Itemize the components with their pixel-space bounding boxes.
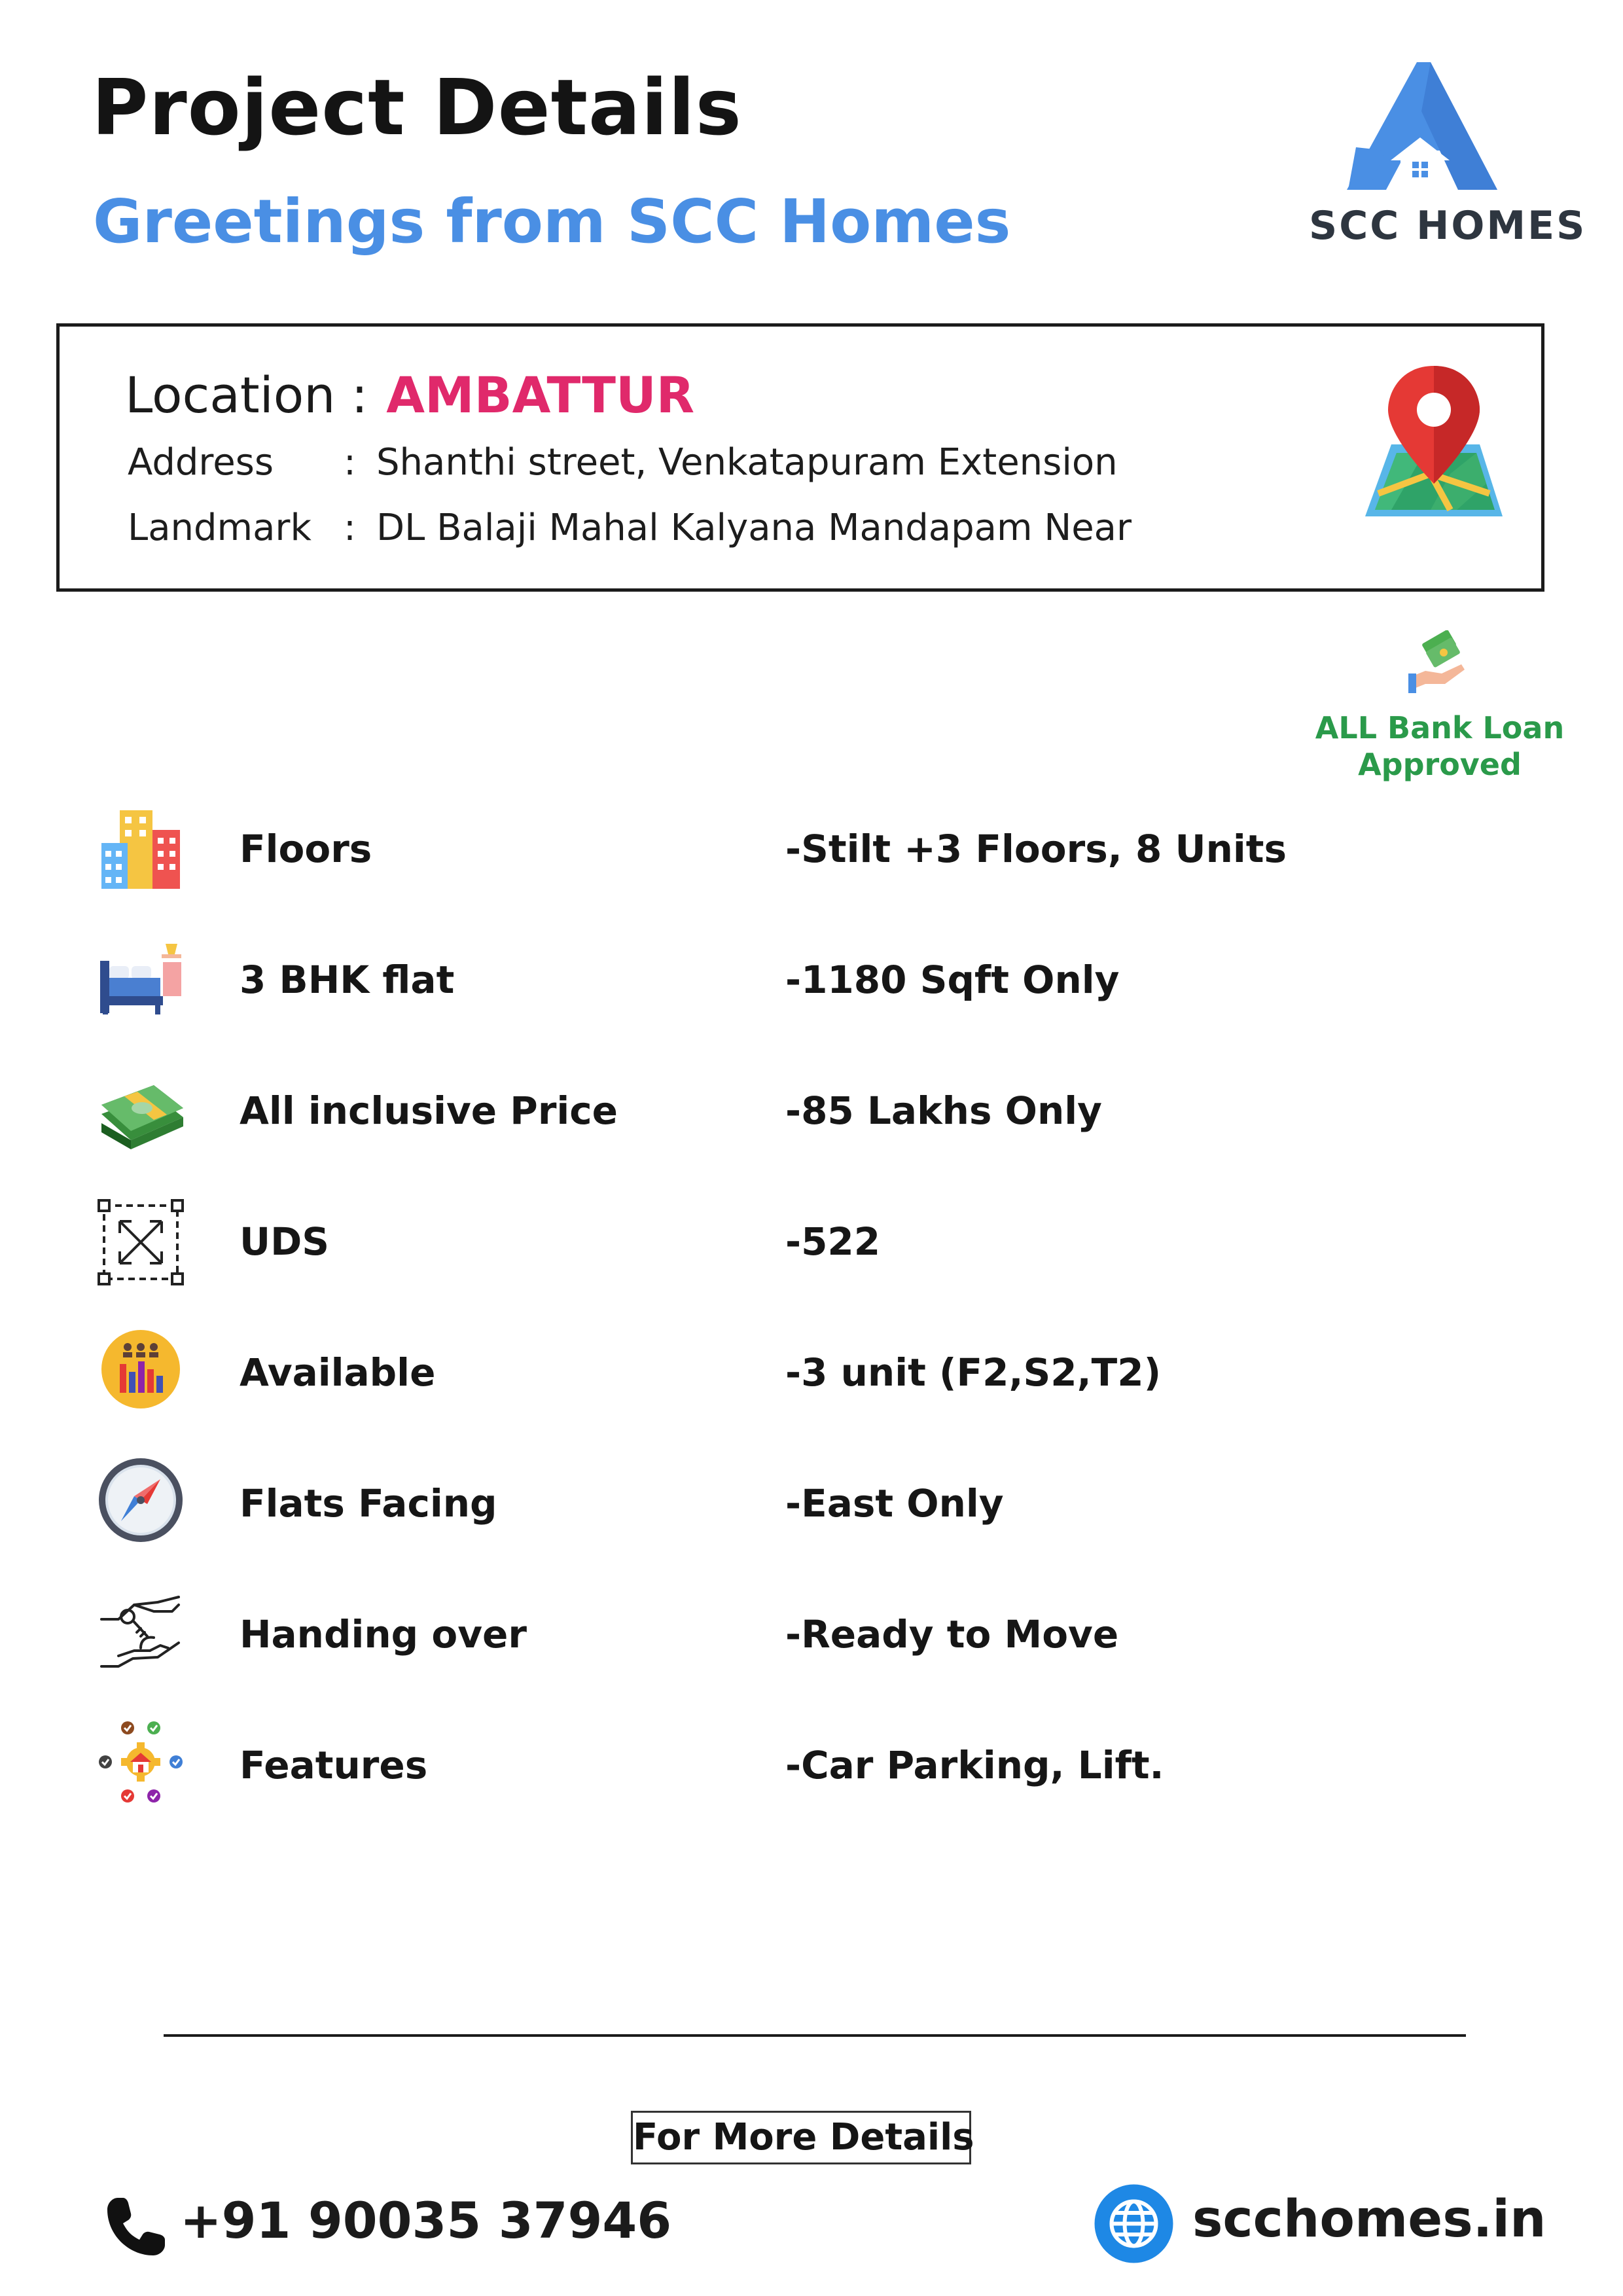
- detail-value-features: -Car Parking, Lift.: [785, 1743, 1164, 1787]
- phone-icon: [103, 2194, 169, 2259]
- bed-icon: [95, 935, 187, 1026]
- landmark-label: Landmark: [128, 507, 312, 549]
- location-label: Location :: [125, 366, 368, 424]
- greeting-text: Greetings from SCC Homes: [93, 187, 1011, 257]
- logo-text: SCC HOMES: [1309, 203, 1587, 249]
- phone-number[interactable]: +91 90035 37946: [180, 2191, 672, 2250]
- detail-label-3bhk: 3 BHK flat: [240, 958, 455, 1002]
- detail-value-facing: -East Only: [785, 1481, 1004, 1526]
- website-link[interactable]: scchomes.in: [1192, 2190, 1546, 2249]
- address-label: Address: [128, 441, 274, 484]
- detail-value-price: -85 Lakhs Only: [785, 1088, 1102, 1133]
- detail-value-floors: -Stilt +3 Floors, 8 Units: [785, 827, 1287, 871]
- location-value: AMBATTUR: [386, 366, 695, 424]
- address-separator: :: [344, 441, 356, 484]
- buildings-icon: [95, 804, 187, 895]
- bank-loan-icon: [1406, 630, 1471, 696]
- bank-loan-line1: ALL Bank Loan: [1315, 710, 1565, 745]
- house-logo-icon: [1309, 62, 1558, 200]
- address-value: Shanthi street, Venkatapuram Extension: [376, 441, 1118, 484]
- money-stack-icon: [95, 1066, 187, 1157]
- features-icon: [95, 1716, 187, 1808]
- location-heading: [125, 366, 694, 424]
- landmark-separator: :: [344, 507, 356, 549]
- detail-label-floors: Floors: [240, 827, 372, 871]
- detail-label-facing: Flats Facing: [240, 1481, 497, 1526]
- page-title: Project Details: [92, 62, 742, 152]
- bank-loan-badge: [1309, 709, 1571, 783]
- detail-value-handover: -Ready to Move: [785, 1612, 1119, 1657]
- detail-label-handover: Handing over: [240, 1612, 527, 1657]
- detail-label-uds: UDS: [240, 1219, 330, 1264]
- bank-loan-line2: Approved: [1358, 747, 1522, 782]
- compass-icon: [95, 1454, 187, 1546]
- address-row: [128, 441, 1118, 484]
- landmark-value: DL Balaji Mahal Kalyana Mandapam Near: [376, 507, 1132, 549]
- detail-value-3bhk: -1180 Sqft Only: [785, 958, 1120, 1002]
- location-panel: [56, 323, 1544, 592]
- map-pin-icon: [1352, 363, 1516, 526]
- detail-value-uds: -522: [785, 1219, 881, 1264]
- availability-chart-icon: [95, 1323, 187, 1415]
- detail-value-available: -3 unit (F2,S2,T2): [785, 1350, 1162, 1395]
- key-handover-icon: [95, 1585, 187, 1677]
- area-expand-icon: [95, 1196, 187, 1288]
- globe-icon: [1093, 2183, 1175, 2265]
- landmark-row: [128, 507, 1132, 549]
- detail-label-available: Available: [240, 1350, 436, 1395]
- footer-divider: [164, 2034, 1466, 2037]
- detail-label-features: Features: [240, 1743, 428, 1787]
- scc-homes-logo: [1309, 62, 1587, 259]
- detail-label-price: All inclusive Price: [240, 1088, 618, 1133]
- more-details-box: For More Details: [631, 2111, 971, 2164]
